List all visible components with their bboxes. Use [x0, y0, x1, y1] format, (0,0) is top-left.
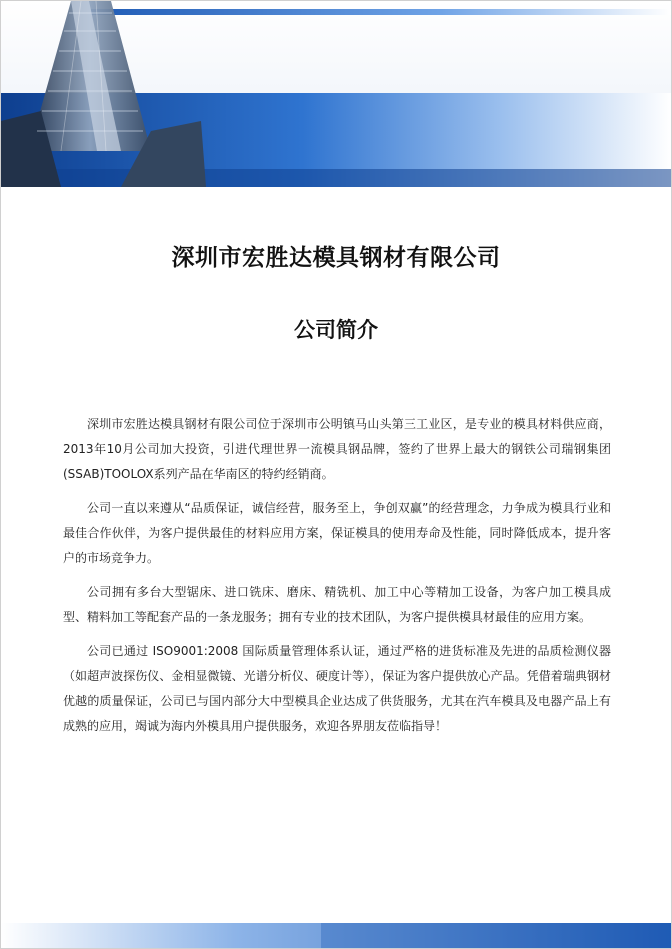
- footer-strip: [1, 923, 671, 948]
- paragraph-1: 深圳市宏胜达模具钢材有限公司位于深圳市公明镇马山头第三工业区，是专业的模具材料供应商，2013年10月公司加大投资，引进代理世界一流模具钢品牌，签约了世界上最大的钢铁公司瑞钢集团(SSAB)TOOLOX系列产品在华南区的特约经销商。: [63, 417, 611, 481]
- paragraph-4: 公司已通过 ISO9001:2008 国际质量管理体系认证，通过严格的进货标准及先进的品质检测仪器（如超声波探伤仪、金相显微镜、光谱分析仪、硬度计等），保证为客户提供放心产品。凭借着瑞典钢材优越的质量保证，公司已与国内部分大中型模具企业达成了供货服务，尤其在汽车模具及电器产品上有成熟的应用，竭诚为海内外模具用户提供服务，欢迎各界朋友莅临指导！: [63, 644, 611, 733]
- section-title: 公司简介: [294, 318, 378, 342]
- intro-body: [63, 412, 611, 748]
- header-banner: [1, 1, 671, 187]
- skyscraper-banner-image: [1, 1, 671, 187]
- paragraph-3: 公司拥有多台大型锯床、进口铣床、磨床、精铣机、加工中心等精加工设备，为客户加工模具成型、精料加工等配套产品的一条龙服务；拥有专业的技术团队，为客户提供模具材最佳的应用方案。: [63, 585, 611, 624]
- company-title: 深圳市宏胜达模具钢材有限公司: [171, 245, 501, 271]
- paragraph-2: 公司一直以来遵从“品质保证，诚信经营，服务至上，争创双赢”的经营理念，力争成为模具行业和最佳合作伙伴，为客户提供最佳的材料应用方案，保证模具的使用寿命及性能，同时降低成本，提升客户的市场竞争力。: [63, 501, 611, 565]
